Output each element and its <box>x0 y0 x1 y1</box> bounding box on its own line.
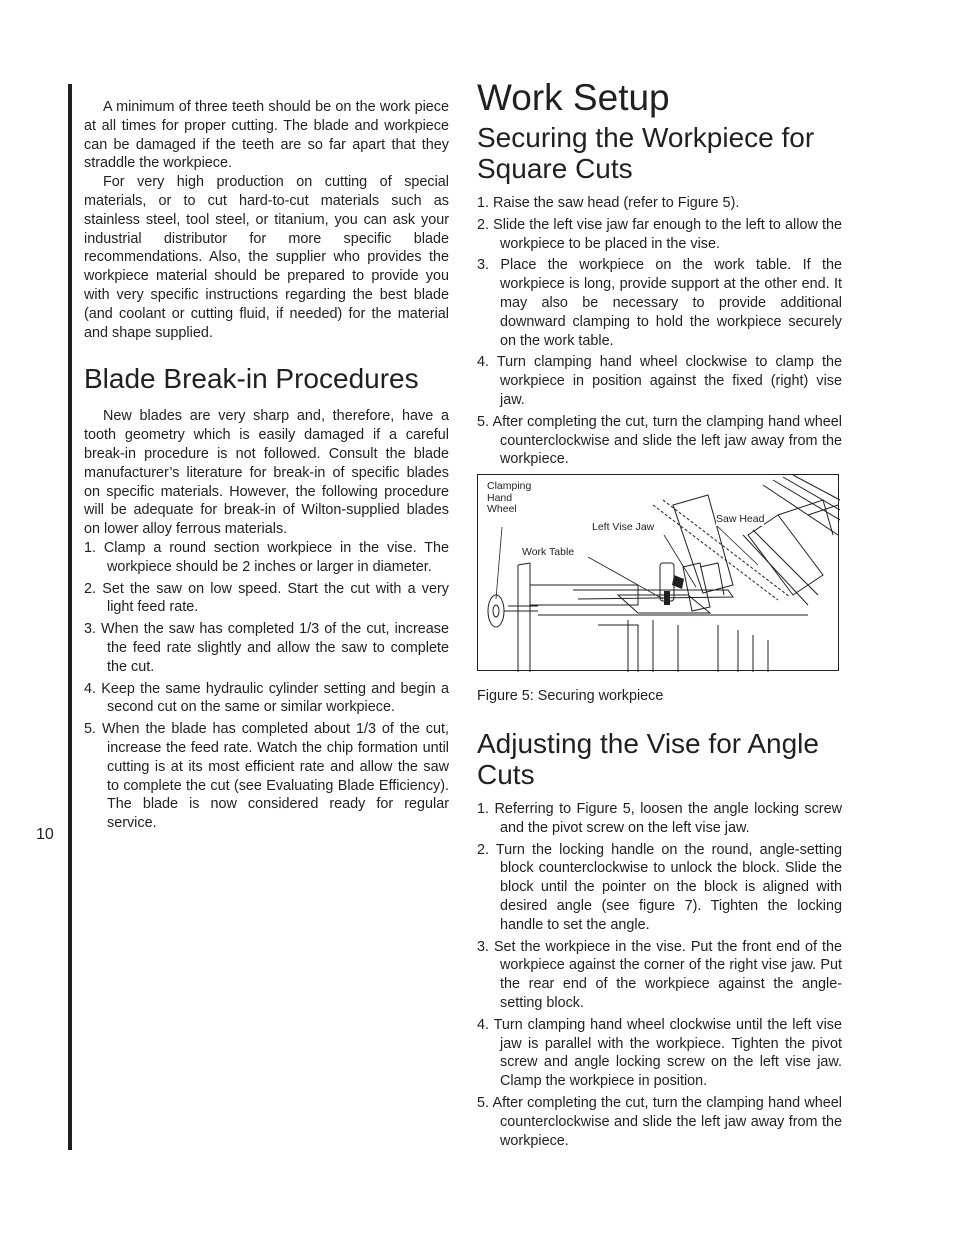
angle-step: 5. After completing the cut, turn the clamping hand wheel counterclockwise and slide the left jaw away from the workpiece. <box>477 1094 842 1149</box>
angle-cuts-steps <box>477 800 842 1150</box>
square-step: 3. Place the workpiece on the work table. If the workpiece is long, provide support at the other end. It may also be necessary to provide additional downward clamping to hold the workpiece securely on the work table. <box>477 257 842 349</box>
page-number: 10 <box>36 826 54 843</box>
breakin-heading: Blade Break-in Procedures <box>84 363 419 395</box>
breakin-steps <box>84 539 449 833</box>
square-step: 2. Slide the left vise jaw far enough to the left to allow the workpiece to be placed in the vise. <box>477 216 842 252</box>
page-title: Work Setup <box>477 77 670 118</box>
intro-paragraph-1: A minimum of three teeth should be on the work piece at all times for proper cutting. The blade and workpiece can be damaged if the teeth are so far apart that they straddle the workpiece. <box>84 99 449 172</box>
figure-5-vise-illustration <box>477 474 839 671</box>
angle-step: 2. Turn the locking handle on the round, angle-setting block counterclockwise to unlock the block. Slide the block until the pointer on the block is aligned with desired angle (see figure 7). Tighten the locking handle to set the angle. <box>477 841 842 933</box>
angle-step: 4. Turn clamping hand wheel clockwise until the left vise jaw is parallel with the workpiece. Tighten the pivot screw and angle locking screw on the left vise jaw. Clamp the workpiece in position. <box>477 1016 842 1090</box>
angle-step: 3. Set the workpiece in the vise. Put the front end of the workpiece against the corner of the right vise jaw. Put the rear end of the workpiece against the angle-setting block. <box>477 938 842 1011</box>
left-column <box>84 98 449 836</box>
breakin-paragraph: New blades are very sharp and, therefore, have a tooth geometry which is easily damaged if a careful break-in procedure is not followed. Consult the blade manufacturer’s literature for break-in of specific blades on specific materials. However, the following procedure will be adequate for break-in of Wilton-supplied blades on lower alloy ferrous materials. <box>84 408 449 538</box>
square-cuts-steps <box>477 194 842 469</box>
square-step: 1. Raise the saw head (refer to Figure 5). <box>477 195 740 211</box>
margin-rule <box>68 84 72 1150</box>
angle-step: 1. Referring to Figure 5, loosen the angle locking screw and the pivot screw on the left vise jaw. <box>477 800 842 836</box>
square-step: 5. After completing the cut, turn the clamping hand wheel counterclockwise and slide the left jaw away from the workpiece. <box>477 413 842 468</box>
breakin-step: 4. Keep the same hydraulic cylinder setting and begin a second cut on the same or similar workpiece. <box>84 680 449 716</box>
breakin-step: 5. When the blade has completed about 1/3 of the cut, increase the feed rate. Watch the chip formation until cutting is at its most efficient rate and allow the saw to complete the cut (see Evaluating Blade Efficiency). The blade is now considered ready for regular service. <box>84 721 449 832</box>
breakin-step: 1. Clamp a round section workpiece in the vise. The workpiece should be 2 inches or larger in diameter. <box>84 539 449 575</box>
hand-wheel-label: Clamping Hand Wheel <box>487 480 532 516</box>
work-table-label: Work Table <box>522 546 575 559</box>
left-vise-jaw-label: Left Vise Jaw <box>592 521 655 534</box>
angle-cuts-heading: Adjusting the Vise for Angle Cuts <box>477 727 819 790</box>
right-column <box>477 76 842 1153</box>
saw-head-label: Saw Head <box>716 513 765 526</box>
square-cuts-heading: Securing the Workpiece for Square Cuts <box>477 122 815 184</box>
intro-paragraph-2: For very high production on cutting of special materials, or to cut hard-to-cut materials such as stainless steel, tool steel, or titanium, you can ask your industrial distributor for more specific blade recommendations. Also, the supplier who provides the workpiece material should be prepared to provide you with very specific instructions regarding the best blade (and coolant or cutting fluid, if needed) for the material and shape supplied. <box>84 174 449 341</box>
square-step: 4. Turn clamping hand wheel clockwise to clamp the workpiece in position against the fixed (right) vise jaw. <box>477 354 842 408</box>
breakin-step: 2. Set the saw on low speed. Start the cut with a very light feed rate. <box>84 580 449 616</box>
breakin-step: 3. When the saw has completed 1/3 of the cut, increase the feed rate slightly and allow the saw to complete the cut. <box>84 621 449 675</box>
figure-caption: Figure 5: Securing workpiece <box>477 688 664 705</box>
vise-drawing <box>478 475 840 672</box>
